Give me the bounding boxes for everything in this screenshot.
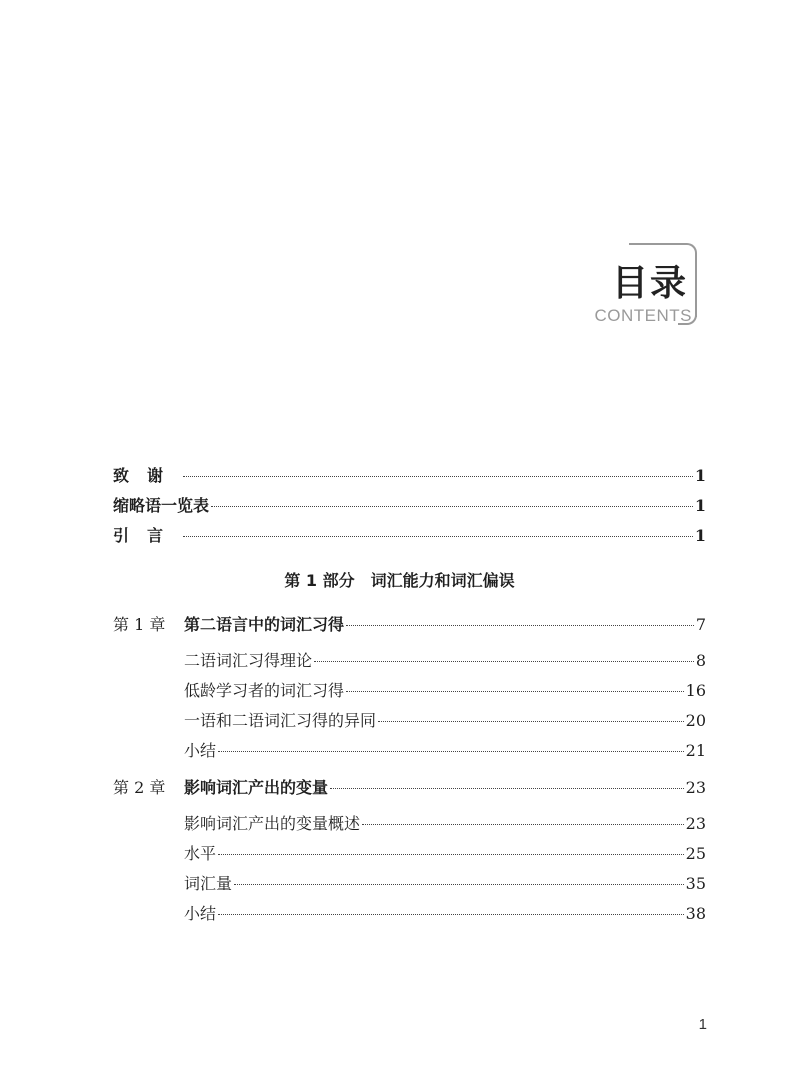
page-number-footer: 1 xyxy=(698,1016,707,1033)
toc-section-label: 水平 xyxy=(184,844,217,863)
toc-section[interactable] xyxy=(184,679,706,703)
toc-page-number: 21 xyxy=(685,741,706,760)
toc-section[interactable] xyxy=(184,812,706,836)
toc-page-number: 16 xyxy=(685,681,706,700)
toc-page-number: 1 xyxy=(694,496,706,515)
toc-page-number: 35 xyxy=(685,874,706,893)
dot-leader xyxy=(378,720,684,722)
toc-page-number: 7 xyxy=(695,615,706,634)
toc-page-number: 20 xyxy=(685,711,706,730)
toc-section-label: 小结 xyxy=(184,904,217,923)
toc-section[interactable] xyxy=(184,902,706,926)
toc-page-number: 8 xyxy=(695,651,706,670)
page-title: 目录 xyxy=(611,263,688,304)
toc-entry-label: 引言 xyxy=(113,526,182,545)
page-subtitle: CONTENTS xyxy=(594,306,692,325)
dot-leader xyxy=(183,535,693,537)
chapter-number: 第 1 章 xyxy=(113,615,166,634)
toc-section-label: 低龄学习者的词汇习得 xyxy=(184,681,345,700)
toc-page-number: 23 xyxy=(685,778,706,797)
toc-page-number: 1 xyxy=(694,466,706,485)
chapter-title: 影响词汇产出的变量 xyxy=(184,778,329,797)
dot-leader xyxy=(314,660,694,662)
toc-page-number: 25 xyxy=(685,844,706,863)
chapter-title: 第二语言中的词汇习得 xyxy=(184,615,345,634)
dot-leader xyxy=(346,624,694,626)
toc-page-number: 38 xyxy=(685,904,706,923)
toc-entry-acknowledgements[interactable] xyxy=(113,464,706,488)
dot-leader xyxy=(183,475,693,477)
toc-section[interactable] xyxy=(184,872,706,896)
dot-leader xyxy=(346,690,684,692)
toc-section-label: 词汇量 xyxy=(184,874,233,893)
toc-section-label: 二语词汇习得理论 xyxy=(184,651,313,670)
dot-leader xyxy=(234,883,684,885)
toc-page-number: 23 xyxy=(685,814,706,833)
toc-entry-label: 缩略语一览表 xyxy=(113,496,210,515)
toc-chapter-2[interactable] xyxy=(113,776,706,800)
toc-entry-introduction[interactable] xyxy=(113,524,706,548)
toc-section[interactable] xyxy=(184,842,706,866)
toc-section[interactable] xyxy=(184,649,706,673)
toc-section-label: 一语和二语词汇习得的异同 xyxy=(184,711,377,730)
contents-title-block xyxy=(560,240,710,326)
chapter-number: 第 2 章 xyxy=(113,778,166,797)
dot-leader xyxy=(218,913,684,915)
toc-chapter-1[interactable] xyxy=(113,613,706,637)
dot-leader xyxy=(218,853,684,855)
part-heading: 第 1 部分 词汇能力和词汇偏误 xyxy=(284,571,515,590)
dot-leader xyxy=(362,823,684,825)
toc-entry-label: 致谢 xyxy=(113,466,182,485)
toc-entry-abbreviations[interactable] xyxy=(113,494,706,518)
dot-leader xyxy=(218,750,684,752)
toc-page-number: 1 xyxy=(694,526,706,545)
dot-leader xyxy=(211,505,693,507)
toc-section-label: 影响词汇产出的变量概述 xyxy=(184,814,361,833)
toc-section[interactable] xyxy=(184,739,706,763)
toc-section[interactable] xyxy=(184,709,706,733)
toc-section-label: 小结 xyxy=(184,741,217,760)
dot-leader xyxy=(330,787,684,789)
